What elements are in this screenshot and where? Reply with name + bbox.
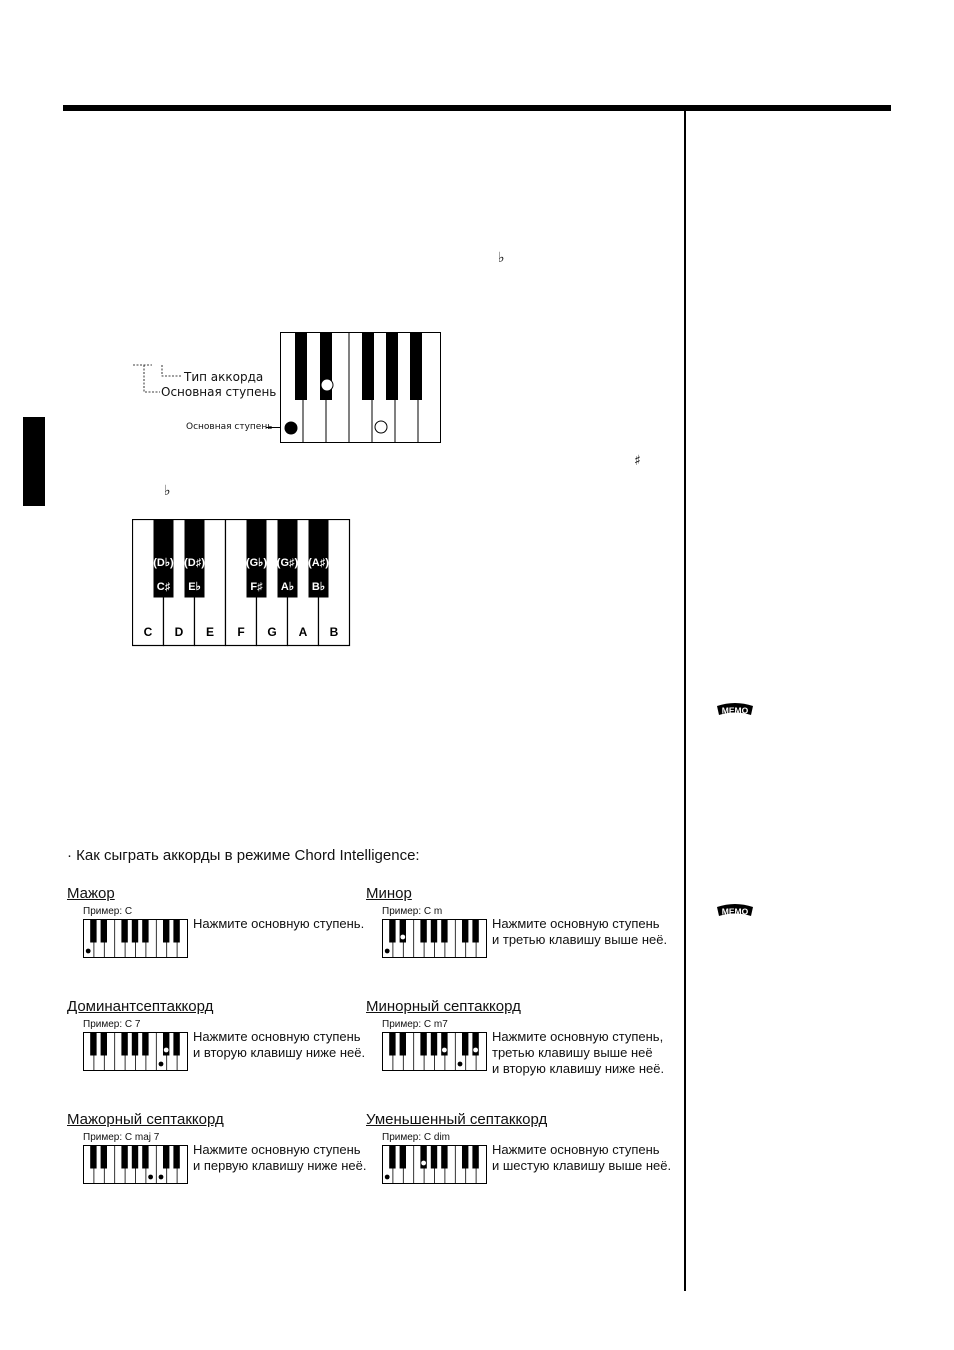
chord-example: Пример: C maj 7 [83, 1132, 160, 1143]
mini-black-key [90, 1146, 96, 1169]
mini-black-key [163, 920, 169, 943]
chord-example: Пример: C [83, 906, 133, 917]
note-names-keyboard [132, 519, 351, 647]
mini-black-key [472, 1146, 478, 1169]
root-note-dot [385, 1175, 390, 1180]
chord-note-dot [473, 1048, 478, 1053]
root-note-dot [86, 949, 91, 954]
root-label: Основная ступень [161, 385, 277, 399]
mini-black-key [163, 1146, 169, 1169]
root-note-dot [385, 949, 390, 954]
white-key-label: A [298, 625, 308, 639]
mini-black-key [400, 1146, 406, 1169]
chord-instruction: Нажмите основную ступень и третью клавишу выше неё. [492, 916, 668, 947]
chord-instruction: Нажмите основную ступень. [193, 916, 365, 931]
mini-keyboard [382, 919, 488, 959]
example-chord-keyboard [280, 332, 442, 444]
section-tab-marker [23, 417, 45, 506]
memo-label: MEMO [721, 705, 749, 716]
white-key-label: E [205, 625, 215, 639]
black-key-label: A♭ [280, 581, 295, 593]
mini-black-key [173, 1146, 179, 1169]
black-key-alt-label: (D♭) [153, 557, 174, 569]
chord-title: Мажор [67, 885, 115, 902]
mini-black-key [121, 1146, 127, 1169]
mini-black-key [132, 920, 138, 943]
mini-black-key [431, 1033, 437, 1056]
white-key-label: G [267, 625, 277, 639]
mini-black-key [389, 1033, 395, 1056]
black-key-alt-label: (D♯) [184, 557, 205, 569]
chord-instruction: Нажмите основную ступень и шестую клавишу выше неё. [492, 1142, 672, 1173]
sharp-symbol: ♯ [634, 453, 641, 469]
chord-note-dot [400, 935, 405, 940]
mini-black-key [462, 1033, 468, 1056]
mini-black-key [431, 1146, 437, 1169]
chord-example: Пример: C m [382, 906, 443, 917]
mini-black-key [420, 920, 426, 943]
mini-black-key [90, 920, 96, 943]
mini-black-key [389, 920, 395, 943]
chord-note-dot [421, 1161, 426, 1166]
top-rule [63, 105, 891, 111]
memo-icon [715, 903, 755, 919]
mini-black-key [441, 920, 447, 943]
mini-black-key [142, 920, 148, 943]
chord-note-dot [442, 1048, 447, 1053]
chord-instruction: Нажмите основную ступень, третью клавишу выше неё и вторую клавишу ниже неё. [492, 1029, 665, 1076]
mini-black-key [132, 1146, 138, 1169]
root-note-dot [159, 1062, 164, 1067]
chord-example: Пример: C m7 [382, 1019, 448, 1030]
chord-instruction: Нажмите основную ступень и первую клавишу ниже неё. [193, 1142, 367, 1173]
mini-black-key [173, 920, 179, 943]
mini-black-key [472, 920, 478, 943]
chord-title: Минорный септаккорд [366, 998, 521, 1015]
black-key [362, 332, 374, 400]
mini-black-key [90, 1033, 96, 1056]
root-pointer-label: Основная ступень [186, 422, 273, 432]
chord-note-dot [164, 1048, 169, 1053]
black-key-alt-label: (G♭) [245, 557, 268, 569]
black-key [386, 332, 398, 400]
chord-title: Уменьшенный септаккорд [366, 1111, 548, 1128]
mini-black-key [420, 1033, 426, 1056]
black-key-label: E♭ [188, 581, 201, 593]
flat-symbol: ♭ [498, 250, 505, 266]
mini-black-key [142, 1033, 148, 1056]
black-key-alt-label: (G♯) [276, 557, 299, 569]
mini-keyboard [382, 1032, 488, 1072]
flat-symbol: ♭ [164, 483, 171, 499]
sidebar-divider [684, 111, 686, 1291]
chord-title: Доминантсептаккорд [67, 998, 214, 1015]
mini-black-key [132, 1033, 138, 1056]
chord-example: Пример: C 7 [83, 1019, 141, 1030]
mini-black-key [400, 1033, 406, 1056]
mini-black-key [121, 1033, 127, 1056]
mini-black-key [441, 1146, 447, 1169]
mini-black-key [142, 1146, 148, 1169]
black-key-label: C♯ [156, 581, 171, 593]
black-key-label: F♯ [250, 581, 263, 593]
mini-black-key [431, 920, 437, 943]
chord-instruction: Нажмите основную ступень и вторую клавишу ниже неё. [193, 1029, 366, 1060]
mini-keyboard [382, 1145, 488, 1185]
mini-black-key [389, 1146, 395, 1169]
mini-black-key [173, 1033, 179, 1056]
root-note-dot [159, 1175, 164, 1180]
mini-black-key [101, 920, 107, 943]
mini-keyboard [83, 1032, 189, 1072]
black-key-label: B♭ [311, 581, 326, 593]
mini-keyboard [83, 919, 189, 959]
white-key-label: D [174, 625, 184, 639]
black-key-alt-label: (A♯) [308, 557, 329, 569]
mini-black-key [462, 1146, 468, 1169]
chord-title: Минор [366, 885, 412, 902]
root-note-dot [458, 1062, 463, 1067]
root-note-marker [285, 422, 298, 435]
chord-example: Пример: C dim [382, 1132, 451, 1143]
chord-title: Мажорный септаккорд [67, 1111, 224, 1128]
chord-type-label: Тип аккорда [184, 370, 264, 384]
black-key [295, 332, 307, 400]
chord-note-marker [321, 379, 333, 391]
white-key-label: B [329, 625, 339, 639]
white-key-label: F [237, 625, 245, 639]
black-key [410, 332, 422, 400]
mini-black-key [121, 920, 127, 943]
chord-intelligence-heading: · Как сыграть аккорды в режиме Chord Intelligence: [67, 847, 420, 864]
root-note-dot [148, 1175, 153, 1180]
mini-black-key [101, 1146, 107, 1169]
mini-black-key [101, 1033, 107, 1056]
memo-label: MEMO [721, 906, 749, 917]
memo-icon [715, 702, 755, 718]
mini-black-key [462, 920, 468, 943]
mini-keyboard [83, 1145, 189, 1185]
chord-note-marker [375, 421, 387, 433]
white-key-label: C [143, 625, 153, 639]
